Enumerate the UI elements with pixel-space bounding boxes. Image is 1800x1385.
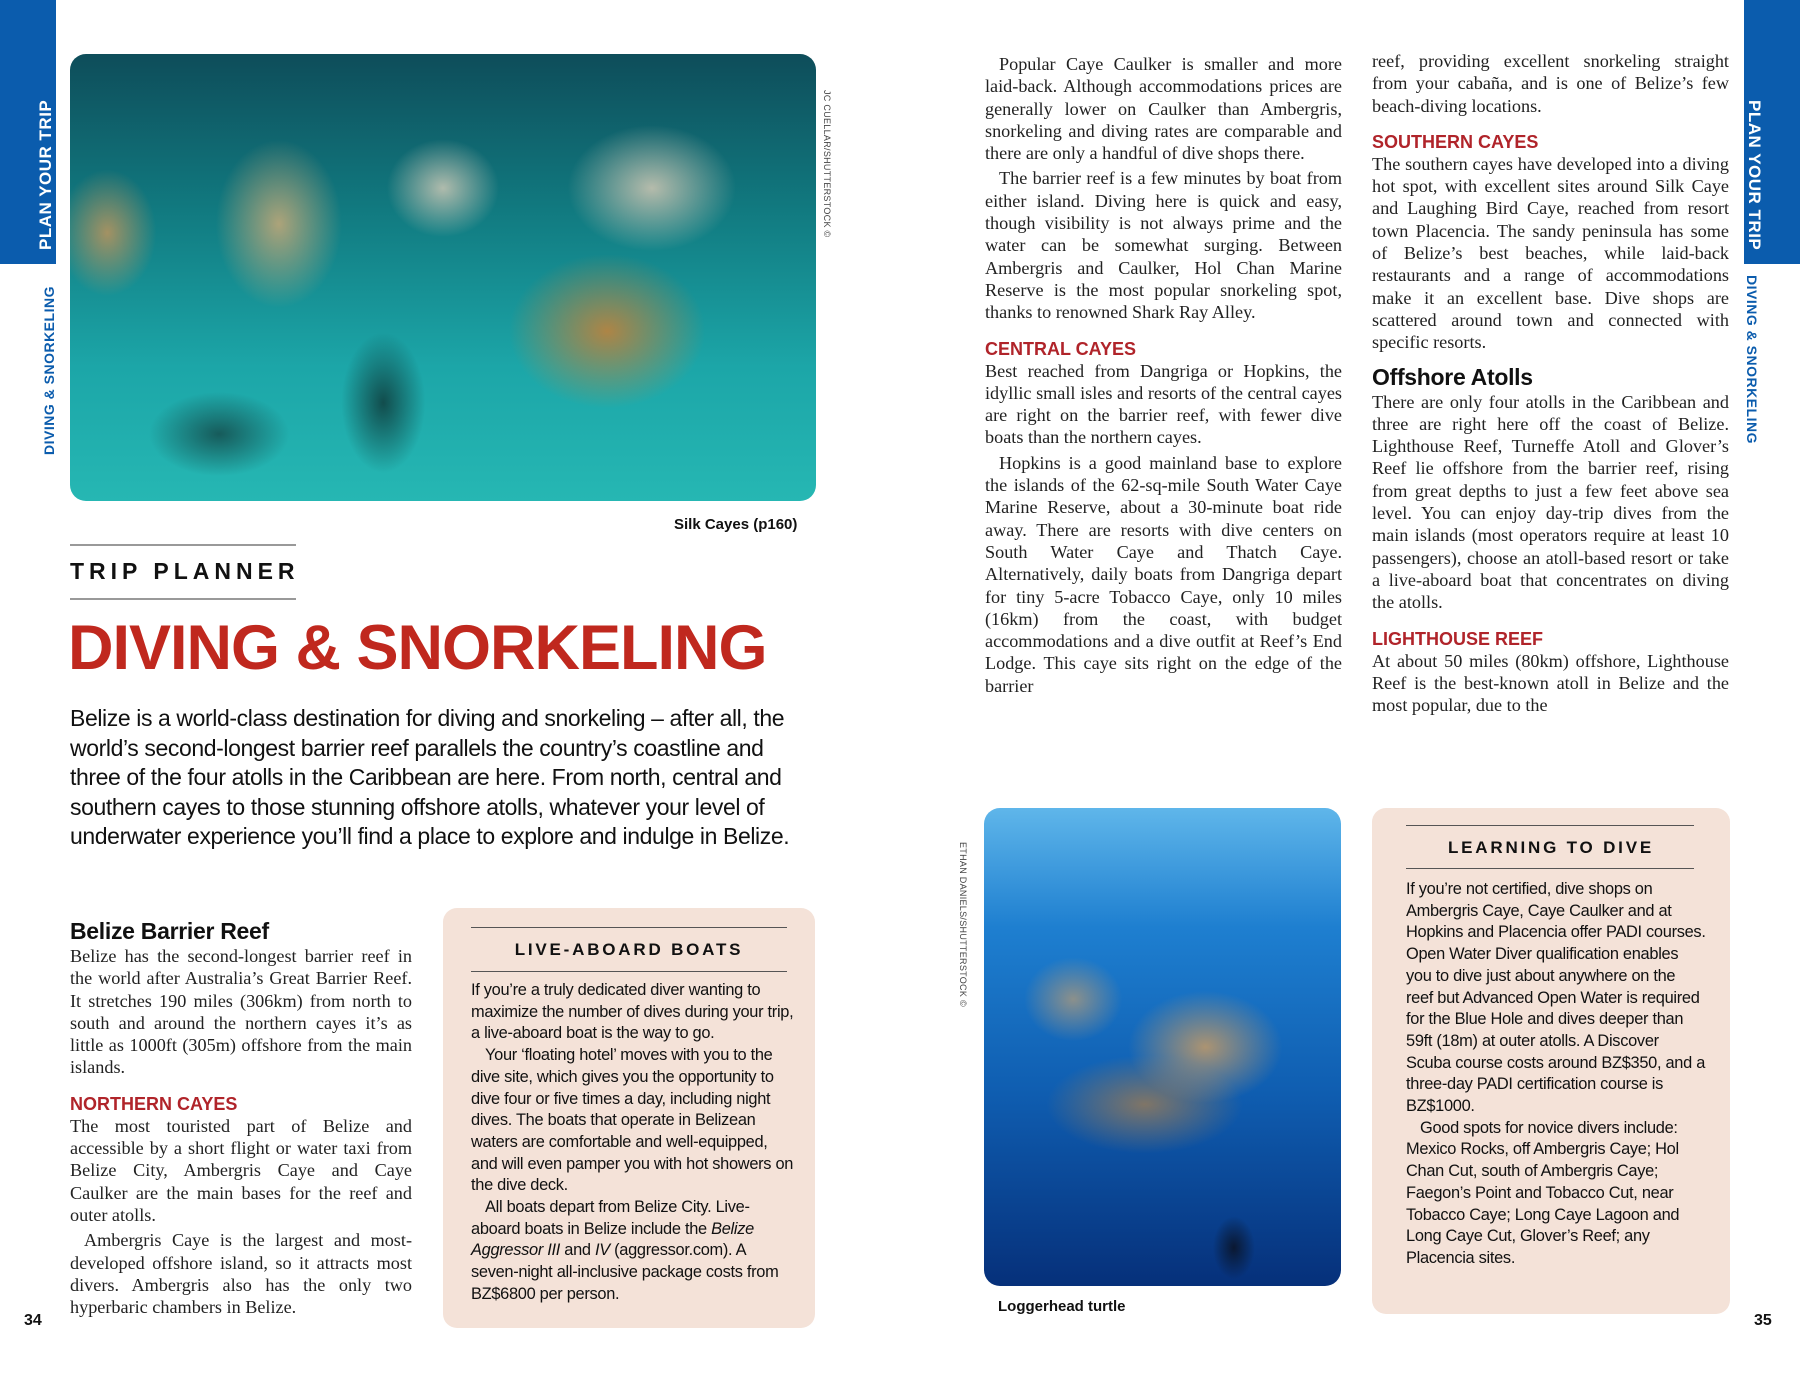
sidebar-title: LIVE-ABOARD BOATS xyxy=(514,940,744,959)
barrier-reef-section xyxy=(70,918,412,1318)
sidebar-body xyxy=(1406,879,1706,1270)
text-span: All boats depart from Belize City. Live-aboard boats in Belize include the xyxy=(471,1198,750,1238)
spine-chapter-label: DIVING & SNORKELING xyxy=(41,286,57,455)
body-paragraph: The most touristed part of Belize and accessible by a short flight or water taxi from Belize City, Ambergris Caye and Caye Caulker are the main bases for the reef and outer atolls. xyxy=(70,1115,412,1225)
body-paragraph: reef, providing excellent snorkeling straight from your cabaña, and is one of Belize’s few beach-diving locations. xyxy=(1372,51,1729,116)
right-column-1 xyxy=(985,50,1342,697)
turtle-photo xyxy=(984,808,1341,1286)
spine-section-label: PLAN YOUR TRIP xyxy=(36,99,55,250)
section-kicker: TRIP PLANNER xyxy=(70,558,300,584)
photo-caption: Silk Cayes (p160) xyxy=(674,516,798,533)
boat-name: IV xyxy=(595,1241,610,1260)
sidebar-paragraph xyxy=(471,1197,796,1306)
page-title: DIVING & SNORKELING xyxy=(68,613,767,683)
body-paragraph: The barrier reef is a few minutes by boat from either island. Diving here is quick and easy, though visibility is not always prime and the water can be somewhat surging. Between Ambergris and Caulker, Hol Chan Marine Reserve is the most popular snorkeling spot, thanks to renowned Shark Ray Alley. xyxy=(985,168,1342,323)
box-rule-bottom xyxy=(1406,868,1694,869)
kicker-rule-bottom xyxy=(70,598,296,600)
body-paragraph: Best reached from Dangriga or Hopkins, the idyllic small isles and resorts of the central cayes are right on the barrier reef, with fewer dive boats than the northern cayes. xyxy=(985,360,1342,448)
section-heading: Belize Barrier Reef xyxy=(70,918,269,944)
right-column-2 xyxy=(1372,50,1729,716)
photo-caption: Loggerhead turtle xyxy=(998,1298,1126,1315)
learning-to-dive-sidebar xyxy=(1372,808,1730,1314)
body-paragraph: At about 50 miles (80km) offshore, Lighthouse Reef is the best-known atoll in Belize and the most popular, due to the xyxy=(1372,650,1729,716)
body-paragraph: The southern cayes have developed into a diving hot spot, with excellent sites around Silk Caye and Laughing Bird Caye, reached from resort town Placencia. The sandy peninsula has some of Belize’s best beaches, while laid-back restaurants and a range of accommodations make it an excellent base. Dive shops are scattered around town and connected with specific resorts. xyxy=(1372,153,1729,353)
sidebar-paragraph: If you’re a truly dedicated diver wanting to maximize the number of dives during your trip, a live-aboard boat is the way to go. xyxy=(471,981,794,1043)
sidebar-paragraph: Good spots for novice divers include: Mexico Rocks, off Ambergris Caye; Hol Chan Cut, south of Ambergris Caye; Faegon’s Point and Tobacco Cut, near Tobacco Caye; Long Caye Lagoon and Long Caye Cut, Glover’s Reef; any Placencia sites. xyxy=(1406,1118,1680,1267)
sidebar-title: LEARNING TO DIVE xyxy=(1447,838,1654,857)
body-paragraph: There are only four atolls in the Caribbean and three are right here off the coast of Belize. Lighthouse Reef, Turneffe Atoll and Glover’s Reef lie offshore from the barrier reef, rising from great depths to just a few feet above sea level. You can enjoy day-trip dives from the main islands (most operators require at least 10 passengers), choose an atoll-based resort or take a live-aboard boat that concentrates on diving the atolls. xyxy=(1372,391,1729,613)
subsection-heading: CENTRAL CAYES xyxy=(985,338,1137,359)
body-paragraph: Ambergris Caye is the largest and most-developed offshore island, so it attracts most divers. Ambergris also has the only two hyperbaric chambers in Belize. xyxy=(70,1230,412,1318)
photo-credit: JC CUELLAR/SHUTTERSTOCK © xyxy=(822,90,832,238)
body-paragraph: Hopkins is a good mainland base to explore the islands of the 62-sq-mile South Water Caye Marine Reserve, about a 30-minute boat ride away. There are resorts with dive centers on South Water Caye and Thatch Caye. Alternatively, daily boats from Dangriga depart for tiny 5-acre Tobacco Caye, only 10 miles (16km) from the coast, with budget accommodations and a dive outfit at Reef’s End Lodge. This caye sits right on the edge of the barrier xyxy=(985,452,1342,696)
text-span: (aggressor.com). A seven-night all-inclusive package costs from BZ$6800 per person. xyxy=(471,1241,779,1303)
page-number-right: 35 xyxy=(1754,1312,1772,1329)
live-aboard-boats-sidebar xyxy=(443,908,815,1328)
box-rule-top xyxy=(471,927,787,928)
box-rule-top xyxy=(1406,825,1694,826)
kicker-rule-top xyxy=(70,544,296,546)
subsection-heading: SOUTHERN CAYES xyxy=(1372,131,1539,152)
sidebar-body xyxy=(471,980,796,1306)
body-paragraph: Belize has the second-longest barrier reef in the world after Australia’s Great Barrier Reef. It stretches 190 miles (306km) from north to south and around the northern cayes it’s as little as 1000ft (305m) offshore from the main islands. xyxy=(70,946,412,1078)
sidebar-paragraph: If you’re not certified, dive shops on Ambergris Caye, Caye Caulker and at Hopkins and Placencia offer PADI courses. Open Water Diver qualification enables you to dive just about anywhere on the reef but Advanced Open Water is required for the Blue Hole and dives deeper than 59ft (18m) at outer atolls. A Discover Scuba course costs around BZ$350, and a three-day PADI certification course is BZ$1000. xyxy=(1406,880,1706,1116)
intro-paragraph: Belize is a world-class destination for diving and snorkeling – after all, the world’s second-longest barrier reef parallels the country’s coastline and three of the four atolls in the Caribbean are here. From north, central and southern cayes to those stunning offshore atolls, whatever your level of underwater experience you’ll find a place to explore and indulge in Belize. xyxy=(70,705,790,850)
sidebar-paragraph: Your ‘floating hotel’ moves with you to the dive site, which gives you the opportunity to dive four or five times a day, including night dives. The boats that operate in Belizean waters are comfortable and well-equipped, and will even pamper you with hot showers on the dive deck. xyxy=(471,1046,794,1195)
body-paragraph: Popular Caye Caulker is smaller and more laid-back. Although accommodations prices are generally lower on Caulker than Ambergris, snorkeling and diving rates are comparable and there are only a handful of dive shops there. xyxy=(985,54,1342,164)
page-number-left: 34 xyxy=(24,1312,42,1329)
photo-credit: ETHAN DANIELS/SHUTTERSTOCK © xyxy=(958,842,968,1007)
subsection-heading: LIGHTHOUSE REEF xyxy=(1372,628,1544,649)
spine-chapter-label: DIVING & SNORKELING xyxy=(1744,275,1760,444)
box-rule-bottom xyxy=(471,971,787,972)
spine-section-label: PLAN YOUR TRIP xyxy=(1745,100,1764,251)
text-span: and xyxy=(560,1241,595,1260)
boat-name: Belize Aggressor III xyxy=(471,1219,754,1260)
subsection-heading: NORTHERN CAYES xyxy=(70,1093,238,1114)
reef-aerial-photo xyxy=(70,54,816,501)
section-heading: Offshore Atolls xyxy=(1372,363,1533,390)
